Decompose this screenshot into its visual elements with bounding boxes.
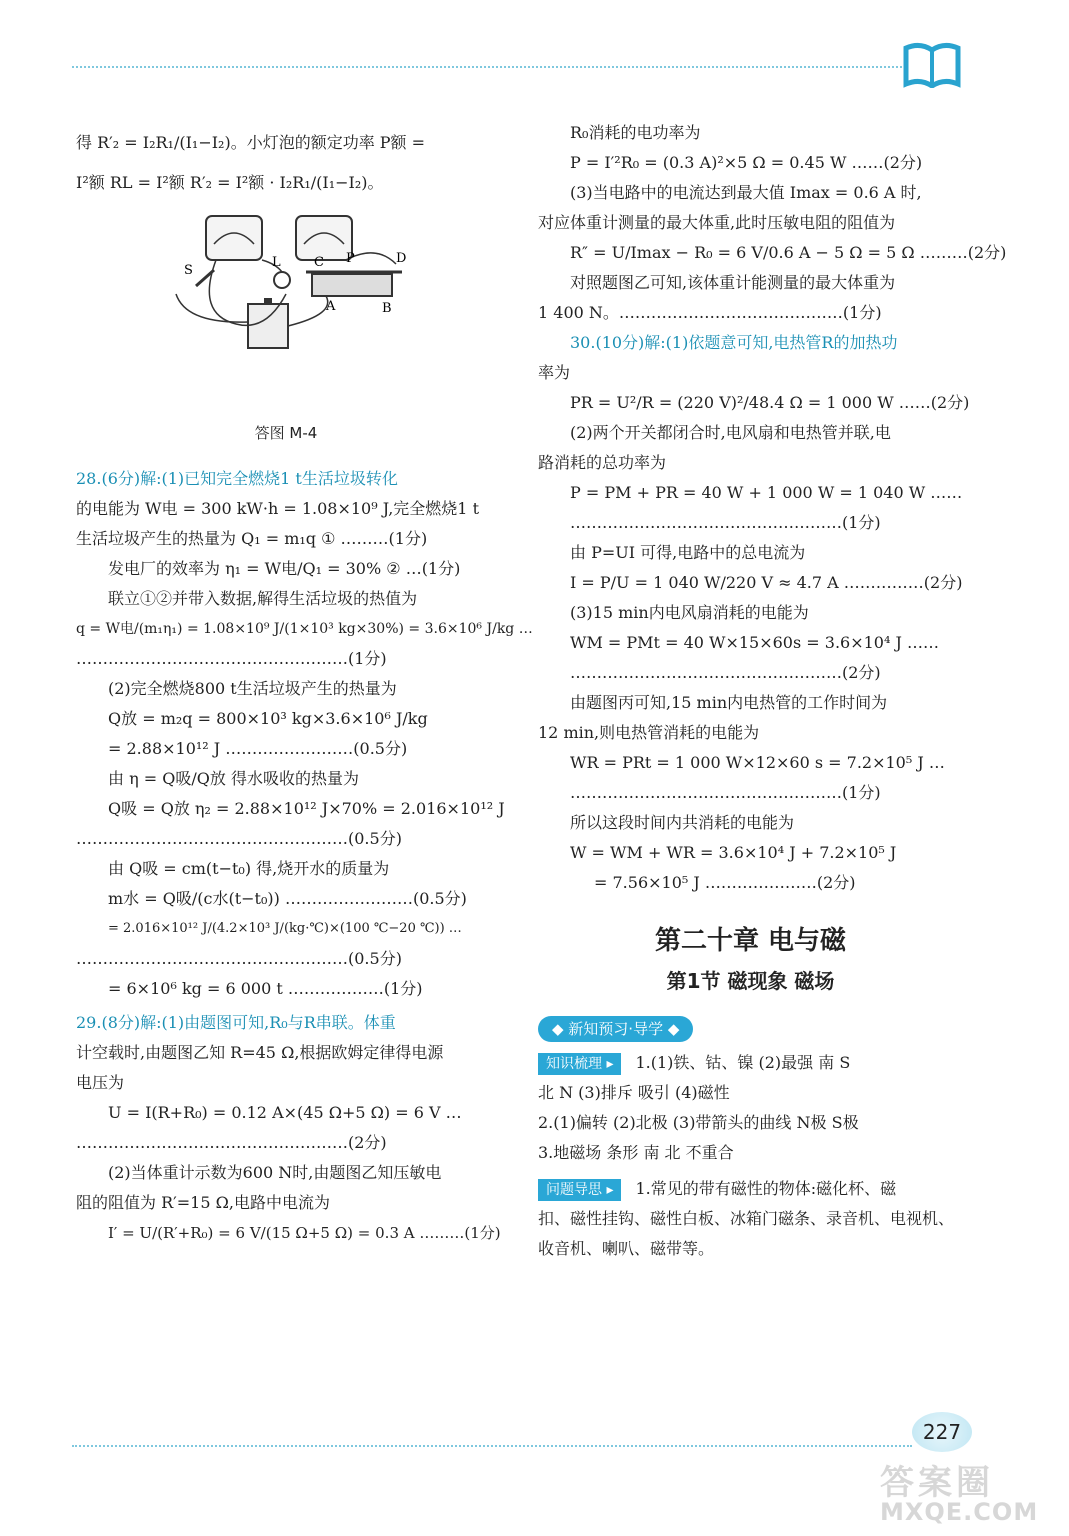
right-text-line: (3)当电路中的电流达到最大值 Imax = 0.6 A 时, <box>570 183 922 202</box>
q29-line: 阻的阻值为 R′=15 Ω,电路中电流为 <box>76 1193 330 1212</box>
label-B: B <box>382 301 392 316</box>
section-title: 第1节 磁现象 磁场 <box>666 969 835 993</box>
q28-line: 由 η = Q吸/Q放 得水吸收的热量为 <box>108 769 359 788</box>
q28-line: = 2.016×10¹² J/(4.2×10³ J/(kg·℃)×(100 ℃−20 ℃)) … <box>108 921 462 936</box>
right-text-line: R₀消耗的电功率为 <box>570 123 701 142</box>
q28-line: 联立①②并带入数据,解得生活垃圾的热值为 <box>108 589 418 608</box>
page-number: 227 <box>912 1412 972 1452</box>
bottom-dotted-rule <box>72 1445 912 1447</box>
q29-line: U = I(R+R₀) = 0.12 A×(45 Ω+5 Ω) = 6 V … <box>108 1103 462 1122</box>
right-text-line: 30.(10分)解:(1)依题意可知,电热管R的加热功 <box>570 333 898 352</box>
right-text-line: 由 P=UI 可得,电路中的总电流为 <box>570 543 806 562</box>
guide-line: 扣、磁性挂钩、磁性白板、冰箱门磁条、录音机、电视机、 <box>538 1209 955 1228</box>
knowledge-line: 2.(1)偏转 (2)北极 (3)带箭头的曲线 N极 S极 <box>538 1113 859 1132</box>
q29-line: (2)当体重计示数为600 N时,由题图乙知压敏电 <box>108 1163 442 1182</box>
q28-line: = 6×10⁶ kg = 6 000 t ………………(1分) <box>108 979 423 998</box>
knowledge-tag: 知识梳理 ▸ <box>538 1053 621 1075</box>
q28-line: q = W电/(m₁η₁) = 1.08×10⁹ J/(1×10³ kg×30%) = 3.6×10⁶ J/kg … <box>76 621 533 637</box>
knowledge-line: 3.地磁场 条形 南 北 不重合 <box>538 1143 734 1162</box>
watermark <box>880 1455 1038 1526</box>
right-text-line: P = PM + PR = 40 W + 1 000 W = 1 040 W …… <box>570 483 963 502</box>
right-text-line: WM = PMt = 40 W×15×60s = 3.6×10⁴ J …… <box>570 633 939 652</box>
label-S: S <box>184 263 193 278</box>
right-text-line: WR = PRt = 1 000 W×12×60 s = 7.2×10⁵ J … <box>570 753 945 772</box>
q28-line: 由 Q吸 = cm(t−t₀) 得,烧开水的质量为 <box>108 859 390 878</box>
right-text-line: = 7.56×10⁵ J …………………(2分) <box>594 873 856 892</box>
label-C: C <box>314 255 324 270</box>
knowledge-line: 1.(1)铁、钴、镍 (2)最强 南 S <box>635 1053 851 1072</box>
q28-line: = 2.88×10¹² J ……………………(0.5分) <box>108 739 408 758</box>
right-text-line: 率为 <box>538 363 571 382</box>
right-text-line: 对照题图乙可知,该体重计能测量的最大体重为 <box>570 273 896 292</box>
right-text-line: (2)两个开关都闭合时,电风扇和电热管并联,电 <box>570 423 891 442</box>
preview-banner: ◆ 新知预习·导学 ◆ <box>538 1016 693 1042</box>
label-L: L <box>272 255 281 270</box>
guide-line: 1.常见的带有磁性的物体:磁化杯、磁 <box>635 1179 897 1198</box>
right-text-line: 1 400 N。……………………………………(1分) <box>538 303 882 322</box>
watermark-line: MXQE.COM <box>880 1498 1039 1526</box>
chapter-title: 第二十章 电与磁 <box>654 926 847 956</box>
right-text-line: (3)15 min内电风扇消耗的电能为 <box>570 603 809 622</box>
right-text-line: ……………………………………………(1分) <box>570 783 881 802</box>
q28-line: 生活垃圾产生的热量为 Q₁ = m₁q ① ………(1分) <box>76 529 428 548</box>
right-text-line: 由题图丙可知,15 min内电热管的工作时间为 <box>570 693 888 712</box>
q28-line: 的电能为 W电 = 300 kW·h = 1.08×10⁹ J,完全燃烧1 t <box>76 499 479 518</box>
q28-line: ……………………………………………(0.5分) <box>76 949 402 968</box>
left-text-line: I²额 RL = I²额 R′₂ = I²额 · I₂R₁/(I₁−I₂)。 <box>76 173 384 192</box>
label-P: P <box>346 251 355 266</box>
right-text-line: I = P/U = 1 040 W/220 V ≈ 4.7 A ……………(2分) <box>570 573 963 592</box>
knowledge-line: 北 N (3)排斥 吸引 (4)磁性 <box>538 1083 730 1102</box>
right-text-line: 对应体重计测量的最大体重,此时压敏电阻的阻值为 <box>538 213 896 232</box>
right-text-line: ……………………………………………(2分) <box>570 663 881 682</box>
q29-line: I′ = U/(R′+R₀) = 6 V/(15 Ω+5 Ω) = 0.3 A ………(1分) <box>108 1224 501 1242</box>
right-text-line: P = I′²R₀ = (0.3 A)²×5 Ω = 0.45 W ……(2分) <box>570 153 923 172</box>
right-text-line: W = WM + WR = 3.6×10⁴ J + 7.2×10⁵ J <box>570 843 897 862</box>
q28-line: Q吸 = Q放 η₂ = 2.88×10¹² J×70% = 2.016×10¹² J <box>108 799 505 818</box>
left-text-line: 得 R′₂ = I₂R₁/(I₁−I₂)。小灯泡的额定功率 P额 = <box>76 133 426 152</box>
right-text-line: ……………………………………………(1分) <box>570 513 881 532</box>
q29-line: 电压为 <box>76 1073 125 1092</box>
q29-line: 29.(8分)解:(1)由题图可知,R₀与R串联。体重 <box>76 1013 396 1032</box>
q29-line: ……………………………………………(2分) <box>76 1133 387 1152</box>
left-column <box>76 128 533 1248</box>
book-icon <box>902 40 962 88</box>
watermark-line: 答案圈 <box>880 1463 994 1503</box>
label-D: D <box>396 251 407 266</box>
right-text-line: 12 min,则电热管消耗的电能为 <box>538 723 760 742</box>
right-text-line: PR = U²/R = (220 V)²/48.4 Ω = 1 000 W ……(2分) <box>570 393 970 412</box>
circuit-figure <box>76 204 496 404</box>
q28-line: Q放 = m₂q = 800×10³ kg×3.6×10⁶ J/kg <box>108 709 428 728</box>
q28-line: 发电厂的效率为 η₁ = W电/Q₁ = 30% ② …(1分) <box>108 559 461 578</box>
q28-line: (2)完全燃烧800 t生活垃圾产生的热量为 <box>108 679 397 698</box>
q28-line: ……………………………………………(1分) <box>76 649 387 668</box>
right-text-line: 路消耗的总功率为 <box>538 453 667 472</box>
q28-line: ……………………………………………(0.5分) <box>76 829 402 848</box>
q29-line: 计空载时,由题图乙知 R=45 Ω,根据欧姆定律得电源 <box>76 1043 444 1062</box>
q28-line: m水 = Q吸/(c水(t−t₀)) ……………………(0.5分) <box>108 889 467 908</box>
right-text-line: 所以这段时间内共消耗的电能为 <box>570 813 795 832</box>
right-text-line: R″ = U/Imax − R₀ = 6 V/0.6 A − 5 Ω = 5 Ω ………(2分) <box>570 243 1007 262</box>
figure-caption: 答图 M-4 <box>254 424 318 442</box>
q28-line: 28.(6分)解:(1)已知完全燃烧1 t生活垃圾转化 <box>76 469 398 488</box>
right-column <box>538 118 1007 1264</box>
guide-tag: 问题导思 ▸ <box>538 1179 621 1201</box>
label-A: A <box>326 299 336 314</box>
guide-line: 收音机、喇叭、磁带等。 <box>538 1239 715 1258</box>
top-dotted-rule <box>72 66 902 68</box>
